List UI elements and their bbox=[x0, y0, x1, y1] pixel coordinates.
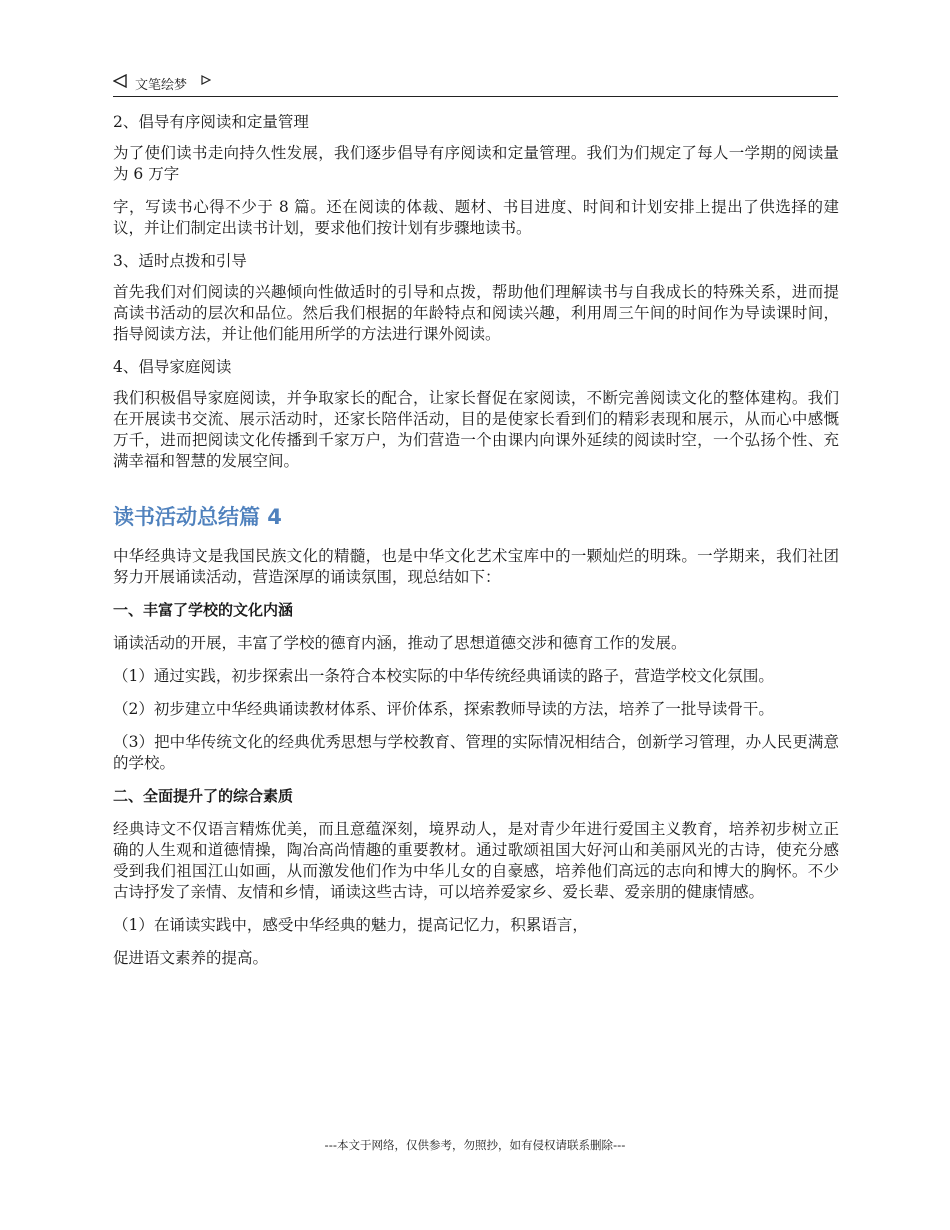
paragraph: 字，写读书心得不少于 8 篇。还在阅读的体裁、题材、书目进度、时间和计划安排上提出了供选择的建议，并让们制定出读书计划，要求他们按计划有步骤地读书。 bbox=[113, 198, 839, 237]
section-heading: 二、全面提升了的综合素质 bbox=[113, 787, 294, 805]
document-body bbox=[113, 112, 839, 981]
header-brand: 文笔绘梦 bbox=[135, 78, 188, 93]
paragraph: 为了使们读书走向持久性发展，我们逐步倡导有序阅读和定量管理。我们为们规定了每人一学期的阅读量为 6 万字 bbox=[113, 144, 839, 183]
subheading: 4、倡导家庭阅读 bbox=[113, 358, 232, 376]
subheading: 3、适时点拨和引导 bbox=[113, 252, 247, 270]
triangle-right-icon bbox=[201, 75, 211, 85]
section-heading: 一、丰富了学校的文化内涵 bbox=[113, 601, 294, 619]
page-header bbox=[113, 70, 838, 97]
section-title: 读书活动总结篇 4 bbox=[113, 505, 282, 529]
paragraph: 促进语文素养的提高。 bbox=[113, 949, 269, 967]
paragraph: （1）在诵读实践中，感受中华经典的魅力，提高记忆力，积累语言， bbox=[113, 916, 588, 934]
paragraph: 首先我们对们阅读的兴趣倾向性做适时的引导和点拨，帮助他们理解读书与自我成长的特殊关系，进而提高读书活动的层次和品位。然后我们根据的年龄特点和阅读兴趣，利用周三午间的时间作为导读课时间，指导阅读方法，并让他们能用所学的方法进行课外阅读。 bbox=[113, 283, 839, 343]
paragraph: （3）把中华传统文化的经典优秀思想与学校教育、管理的实际情况相结合，创新学习管理，办人民更满意的学校。 bbox=[113, 733, 839, 772]
paragraph: 诵读活动的开展，丰富了学校的德育内涵，推动了思想道德交涉和德育工作的发展。 bbox=[113, 634, 687, 652]
triangle-left-icon bbox=[113, 74, 127, 88]
paragraph: 我们积极倡导家庭阅读，并争取家长的配合，让家长督促在家阅读，不断完善阅读文化的整体建构。我们在开展读书交流、展示活动时，还家长陪伴活动，目的是使家长看到们的精彩表现和展示，从而心中感慨万千，进而把阅读文化传播到千家万户，为们营造一个由课内向课外延续的阅读时空，一个弘扬个性、充满幸福和智慧的发展空间。 bbox=[113, 389, 839, 470]
paragraph: 经典诗文不仅语言精炼优美，而且意蕴深刻，境界动人，是对青少年进行爱国主义教育，培养初步树立正确的人生观和道德情操，陶冶高尚情趣的重要教材。通过歌颂祖国大好河山和美丽风光的古诗，使充分感受到我们祖国江山如画，从而激发他们作为中华儿女的自豪感，培养他们高远的志向和博大的胸怀。不少古诗抒发了亲情、友情和乡情，诵读这些古诗，可以培养爱家乡、爱长辈、爱亲朋的健康情感。 bbox=[113, 820, 839, 901]
page-footer: ---本文于网络，仅供参考，勿照抄，如有侵权请联系删除--- bbox=[324, 1138, 626, 1152]
subheading: 2、倡导有序阅读和定量管理 bbox=[113, 113, 309, 131]
paragraph: （2）初步建立中华经典诵读教材体系、评价体系，探索教师导读的方法，培养了一批导读骨干。 bbox=[113, 700, 774, 718]
paragraph: （1）通过实践，初步探索出一条符合本校实际的中华传统经典诵读的路子，营造学校文化氛围。 bbox=[113, 667, 774, 685]
paragraph: 中华经典诗文是我国民族文化的精髓，也是中华文化艺术宝库中的一颗灿烂的明珠。一学期来，我们社团努力开展诵读活动，营造深厚的诵读氛围，现总结如下： bbox=[113, 547, 839, 586]
